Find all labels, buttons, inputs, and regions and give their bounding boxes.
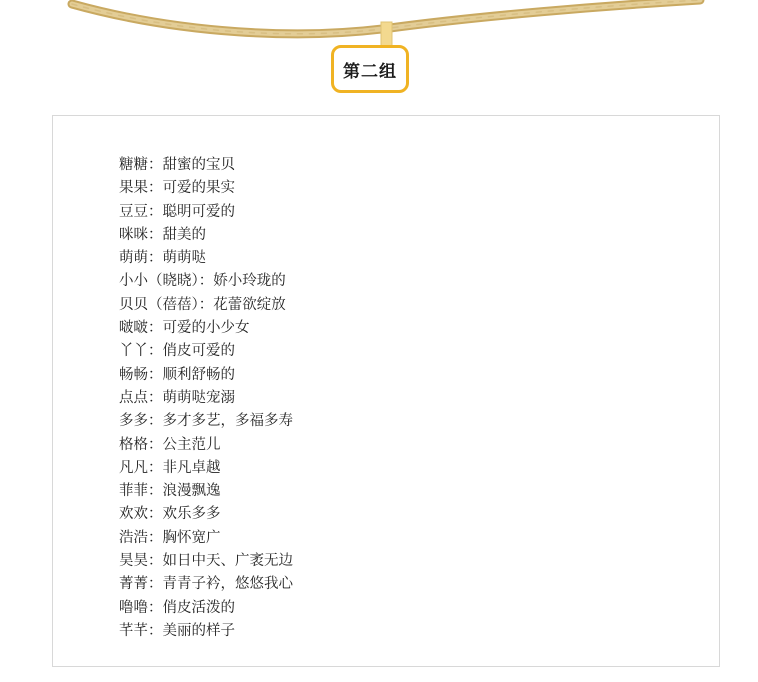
list-item: 点点：萌萌哒宠溺 xyxy=(119,389,235,406)
list-item: 果果：可爱的果实 xyxy=(119,180,235,197)
list-item: 糖糖：甜蜜的宝贝 xyxy=(119,157,235,173)
banner-area xyxy=(0,0,758,110)
list-item: 豆豆：聪明可爱的 xyxy=(119,203,235,220)
list-item: 格格：公主范儿 xyxy=(119,436,221,453)
group-tag-box xyxy=(331,45,409,93)
list-item: 噜噜：俏皮活泼的 xyxy=(119,599,235,616)
list-item: 咪咪：甜美的 xyxy=(119,226,206,243)
list-item: 欢欢：欢乐多多 xyxy=(119,506,221,523)
list-item: 贝贝（蓓蓓）：花蕾欲绽放 xyxy=(119,296,286,313)
list-item: 畅畅：顺利舒畅的 xyxy=(119,366,235,383)
list-item: 芊芊：美丽的样子 xyxy=(119,622,235,639)
list-item: 多多：多才多艺，多福多寿 xyxy=(119,413,293,430)
list-item: 菲菲：浪漫飘逸 xyxy=(119,483,221,500)
group-tag xyxy=(331,45,409,93)
list-item: 小小（晓晓）：娇小玲珑的 xyxy=(119,273,286,290)
list-item: 啵啵：可爱的小少女 xyxy=(119,320,250,337)
name-list xyxy=(63,154,709,643)
list-item: 浩浩：胸怀宽广 xyxy=(119,529,221,546)
group-tag-label: 第二组 xyxy=(343,61,397,82)
list-item: 丫丫：俏皮可爱的 xyxy=(119,343,235,360)
list-item: 凡凡：非凡卓越 xyxy=(119,459,221,476)
list-item: 萌萌：萌萌哒 xyxy=(119,250,206,267)
list-item: 昊昊：如日中天、广袤无边 xyxy=(119,553,293,570)
list-item: 菁菁：青青子衿，悠悠我心 xyxy=(119,576,293,593)
content-card xyxy=(52,115,720,667)
